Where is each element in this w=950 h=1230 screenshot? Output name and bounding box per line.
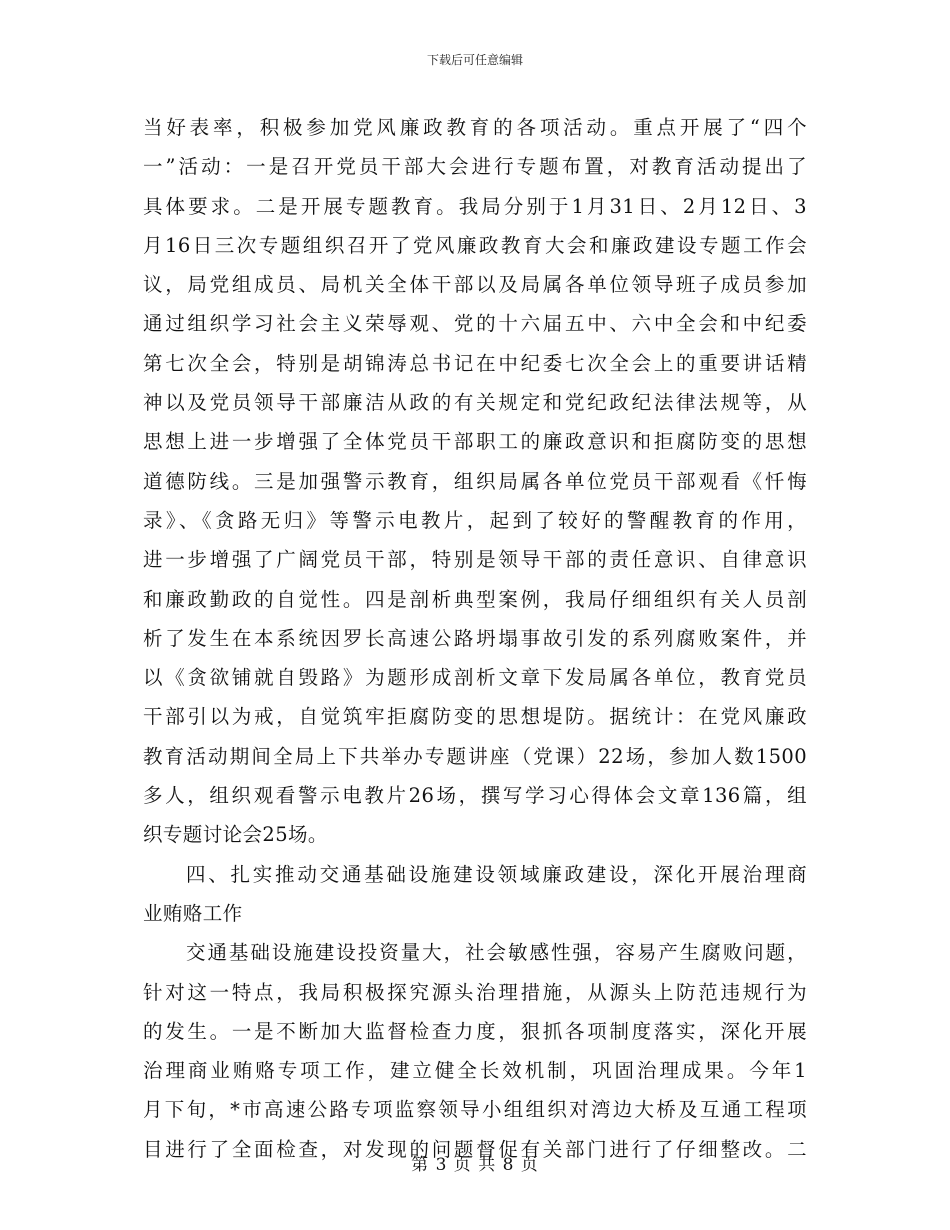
body-line: 通过组织学习社会主义荣辱观、党的十六届五中、六中全会和中纪委 <box>143 312 807 336</box>
body-line: 针对这一特点，我局积极探究源头治理措施，从源头上防范违规行为 <box>143 980 807 1004</box>
body-line: 治理商业贿赂专项工作，建立健全长效机制，巩固治理成果。今年1 <box>143 1059 807 1083</box>
body-line: 月下旬，*市高速公路专项监察领导小组组织对湾边大桥及互通工程项 <box>143 1098 807 1122</box>
body-line: 干部引以为戒，自觉筑牢拒腐防变的思想堤防。据统计：在党风廉政 <box>143 705 807 729</box>
body-line: 目进行了全面检查，对发现的问题督促有关部门进行了仔细整改。二 <box>143 1137 807 1161</box>
body-line: 神以及党员领导干部廉洁从政的有关规定和党纪政纪法律法规等，从 <box>143 391 807 415</box>
body-line: 织专题讨论会25场。 <box>143 823 328 847</box>
section-heading-line: 四、扎实推动交通基础设施建设领域廉政建设，深化开展治理商 <box>186 862 807 886</box>
body-line: 多人，组织观看警示电教片26场，撰写学习心得体会文章136篇，组 <box>143 784 807 808</box>
body-line: 议，局党组成员、局机关全体干部以及局属各单位领导班子成员参加 <box>143 273 807 297</box>
body-line: 析了发生在本系统因罗长高速公路坍塌事故引发的系列腐败案件，并 <box>143 626 807 650</box>
body-line: 当好表率，积极参加党风廉政教育的各项活动。重点开展了“四个 <box>143 116 807 139</box>
section-heading-line: 业贿赂工作 <box>143 901 243 925</box>
body-line: 月16日三次专题组织召开了党风廉政教育大会和廉政建设专题工作会 <box>143 233 807 257</box>
body-line: 的发生。一是不断加大监督检查力度，狠抓各项制度落实，深化开展 <box>143 1019 807 1043</box>
body-line: 录》、《贪路无归》等警示电教片，起到了较好的警醒教育的作用， <box>143 508 807 532</box>
body-line: 教育活动期间全局上下共举办专题讲座（党课）22场，参加人数1500 <box>143 744 807 768</box>
body-line: 以《贪欲铺就自毁路》为题形成剖析文章下发局属各单位，教育党员 <box>143 666 807 690</box>
body-line: 交通基础设施建设投资量大，社会敏感性强，容易产生腐败问题， <box>186 941 807 965</box>
page-header: 下载后可任意编辑 <box>426 53 523 67</box>
body-line: 具体要求。二是开展专题教育。我局分别于1月31日、2月12日、3 <box>143 194 807 218</box>
body-line: 进一步增强了广阔党员干部，特别是领导干部的责任意识、自律意识 <box>143 548 807 572</box>
page-footer: 第 3 页 共 8 页 <box>411 1155 539 1175</box>
body-line: 第七次全会，特别是胡锦涛总书记在中纪委七次全会上的重要讲话精 <box>143 351 807 375</box>
body-line: 和廉政勤政的自觉性。四是剖析典型案例，我局仔细组织有关人员剖 <box>143 587 807 611</box>
body-line: 思想上进一步增强了全体党员干部职工的廉政意识和拒腐防变的思想 <box>143 430 807 454</box>
body-line: 道德防线。三是加强警示教育，组织局属各单位党员干部观看《忏悔 <box>143 469 807 493</box>
document-body <box>143 108 807 1169</box>
body-line: 一”活动：一是召开党员干部大会进行专题布置，对教育活动提出了 <box>143 155 807 179</box>
